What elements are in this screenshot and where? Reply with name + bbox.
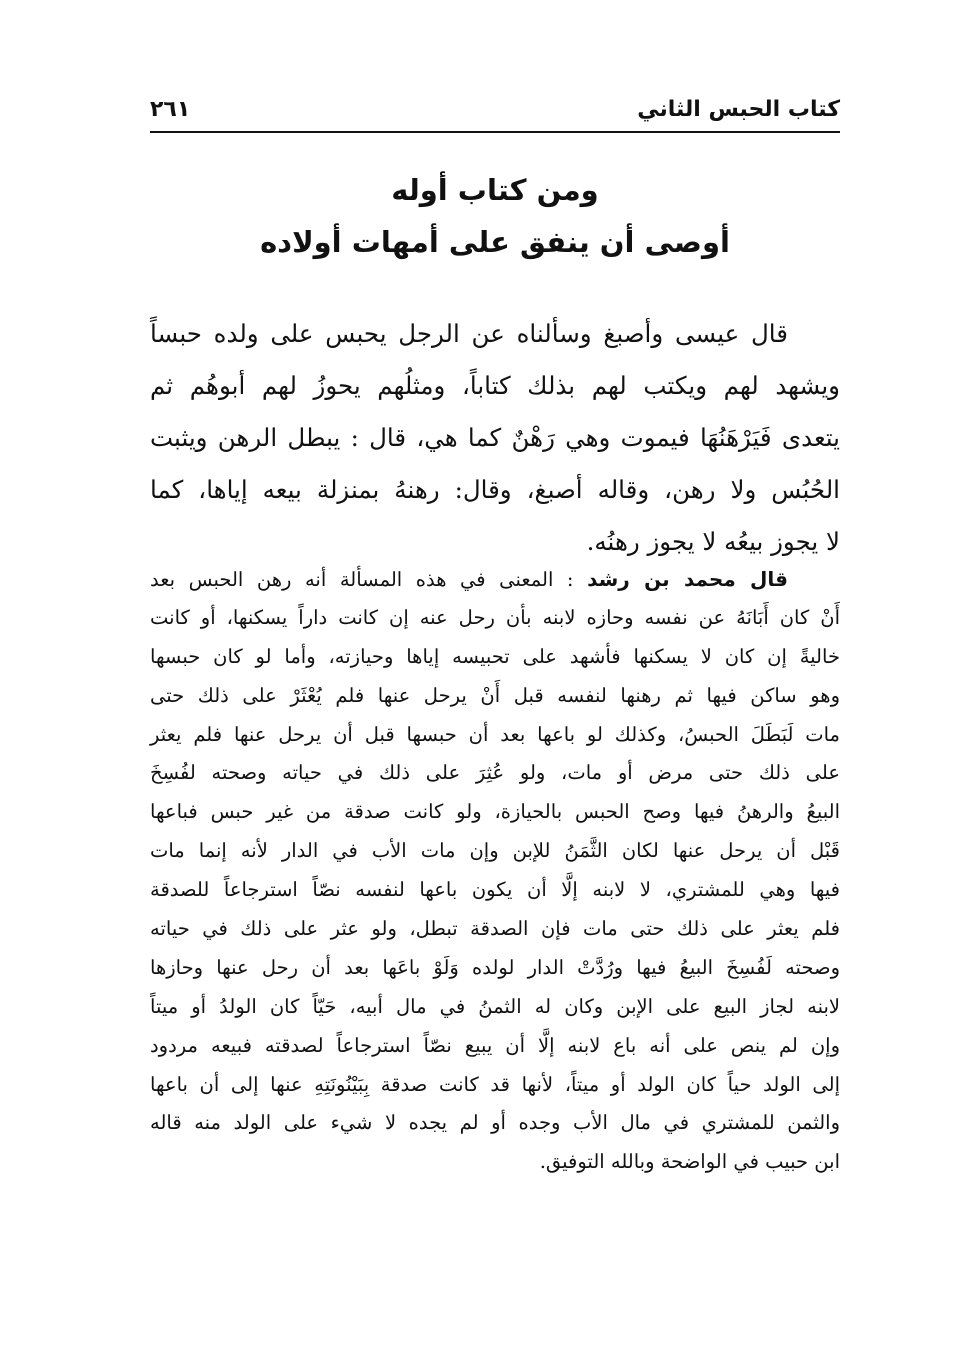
paragraph-line: لا يجوز بيعُه لا يجوز رهنُه. [586, 527, 840, 556]
question-paragraph [150, 308, 840, 568]
paragraph-line: والثمن للمشتري في مال الأب وجده أو لم يجده لا شيء على الولد منه قاله [150, 1111, 840, 1135]
paragraph-line: فلم يعثر على ذلك حتى مات فإن الصدقة تبطل، ولو عثر على ذلك في حياته [150, 917, 840, 941]
section-subheading: أوصى أن ينفق على أمهات أولاده [260, 225, 730, 259]
header-divider [150, 131, 840, 133]
paragraph-line: البيعُ والرهنُ فيها وصح الحبس بالحيازة، ولو كانت صدقة من غير حبس فباعها [150, 800, 840, 824]
paragraph-line: مات لَبَطَلَ الحبسُ، وكذلك لو باعها بعد أن حبسها قبل أن يرحل عنها فلم يعثر [150, 722, 840, 746]
paragraph-line: لابنه لجاز البيع على الإبن وكان له الثمنُ في مال أبيه، حَيّاً كان الولدُ أو ميتاً [150, 994, 840, 1018]
section-heading: ومن كتاب أوله [391, 173, 599, 207]
commentary-paragraph [150, 560, 840, 1182]
paragraph-line: خاليةً إن كان لا يسكنها فأشهد على تحبيسه إياها وحيازته، وأما لو كان حبسها [150, 644, 840, 668]
paragraph-line: قَبْل أن يرحل عنها لكان الثَّمَنُ للإبن وإن مات الأب في الدار لأنه إنما مات [150, 839, 840, 863]
paragraph-line: وصحته لَفُسِخَ البيعُ فيها ورُدَّتْ الدار لولده وَلَوْ باعَها بعد أن رحل عنها وحازها [150, 955, 840, 979]
paragraph-line: يتعدى فَيَرْهَنُهَا فيموت وهي رَهْنٌ كما هي، قال : يبطل الرهن ويثبت [150, 423, 840, 452]
running-header [150, 92, 840, 130]
commentary-author: قال محمد بن رشد [587, 567, 788, 591]
paragraph-line: وهو ساكن فيها ثم رهنها لنفسه قبل أَنْ يرحل عنها فلم يُعْثَرْ على ذلك حتى [150, 683, 840, 707]
paragraph-line: إلى الولد حياً كان الولد أو ميتاً، لأنها قد كانت صدقة بِبَيْنُونَتِهِ عنها إلى أن باعها [150, 1072, 840, 1096]
paragraph-line: قال عيسى وأصبغ وسألناه عن الرجل يحبس على ولده حبساً [150, 319, 788, 348]
paragraph-line: الحُبُس ولا رهن، وقاله أصبغ، وقال: رهنهُ بمنزلة بيعه إياها، كما [150, 475, 840, 504]
paragraph-line: وإن لم ينص على أنه باع لابنه إلَّا أن يبيع نصّاً استرجاعاً لصدقته فبيعه مردود [150, 1033, 840, 1057]
paragraph-line: أَنْ كان أَبَانَهُ عن نفسه وحازه لابنه بأن رحل عنه إن كانت داراً يسكنها، أو كانت [150, 605, 840, 629]
paragraph-line: على ذلك حتى مرض أو مات، ولو عُثِرَ على ذلك في حياته وصحته لفُسِخَ [150, 761, 840, 785]
commentary-opening: : المعنى في هذه المسألة أنه رهن الحبس بعد [150, 568, 588, 591]
page-number: ٢٦١ [150, 97, 191, 122]
paragraph-line: ويشهد لهم ويكتب لهم بذلك كتاباً، ومثلُهم يحوزُ لهم أبوهُم ثم [150, 371, 840, 400]
paragraph-line: فيها وهي للمشتري، لا لابنه إلَّا أن يكون باعها لنفسه نصّاً استرجاعاً للصدقة [150, 878, 840, 902]
chapter-title: كتاب الحبس الثاني [637, 97, 840, 122]
paragraph-line [150, 560, 840, 599]
paragraph-line: ابن حبيب في الواضحة وبالله التوفيق. [539, 1150, 840, 1174]
